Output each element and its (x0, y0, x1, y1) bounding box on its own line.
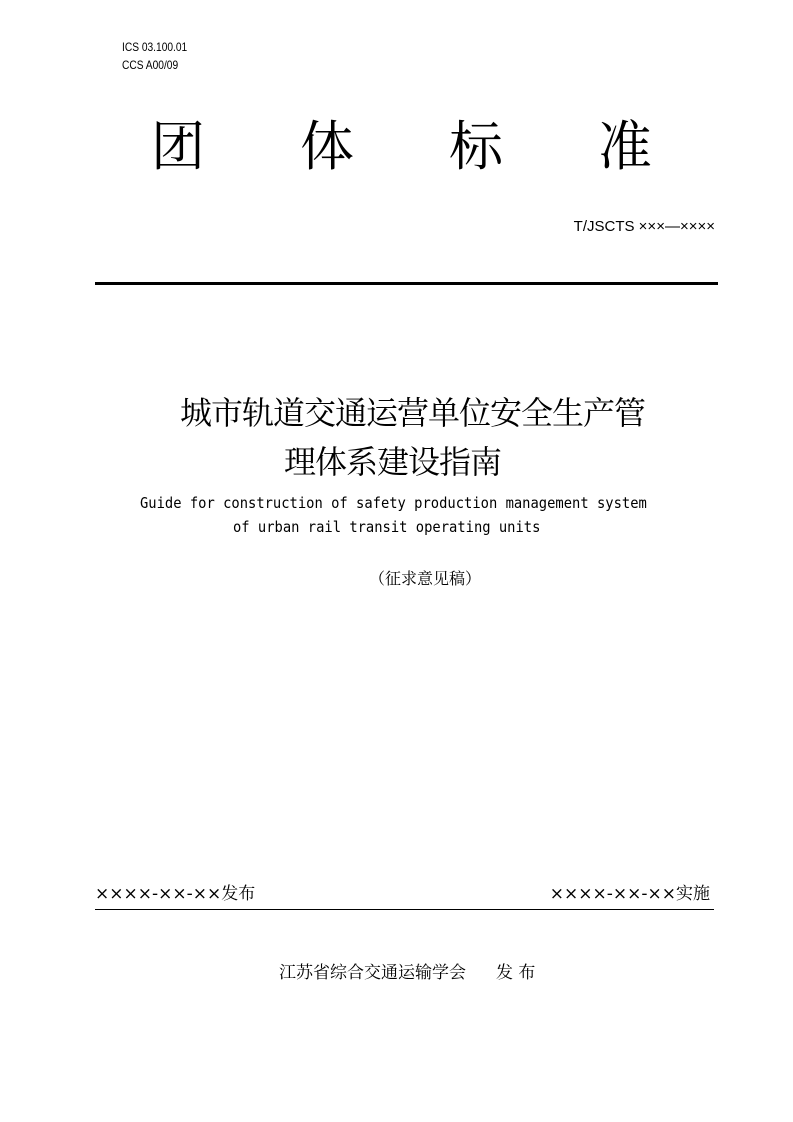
standard-number: T/JSCTS ×××—×××× (573, 218, 715, 235)
publisher (279, 958, 535, 983)
title-en-line1: Guide for construction of safety production management system (140, 494, 647, 512)
category-char-1: 团 (151, 115, 205, 178)
ccs-code: CCS A00/09 (122, 58, 179, 72)
implement-date: ××××-××-××实施 (549, 884, 710, 904)
header-divider (95, 282, 718, 285)
title-cn-line1: 城市轨道交通运营单位安全生产管 (180, 394, 646, 432)
publisher-name: 江苏省综合交通运输学会 (279, 963, 466, 983)
issue-date: ××××-××-××发布 (95, 884, 256, 904)
publisher-action: 发 布 (496, 963, 536, 983)
draft-label: （征求意见稿） (368, 569, 481, 588)
ics-code: ICS 03.100.01 (122, 40, 188, 54)
category-char-2: 体 (300, 115, 354, 178)
title-cn-line2: 理体系建设指南 (284, 443, 502, 481)
category-char-4: 准 (598, 115, 652, 178)
title-en-line2: of urban rail transit operating units (233, 518, 541, 536)
category-char-3: 标 (449, 115, 503, 178)
footer-divider (95, 909, 714, 910)
